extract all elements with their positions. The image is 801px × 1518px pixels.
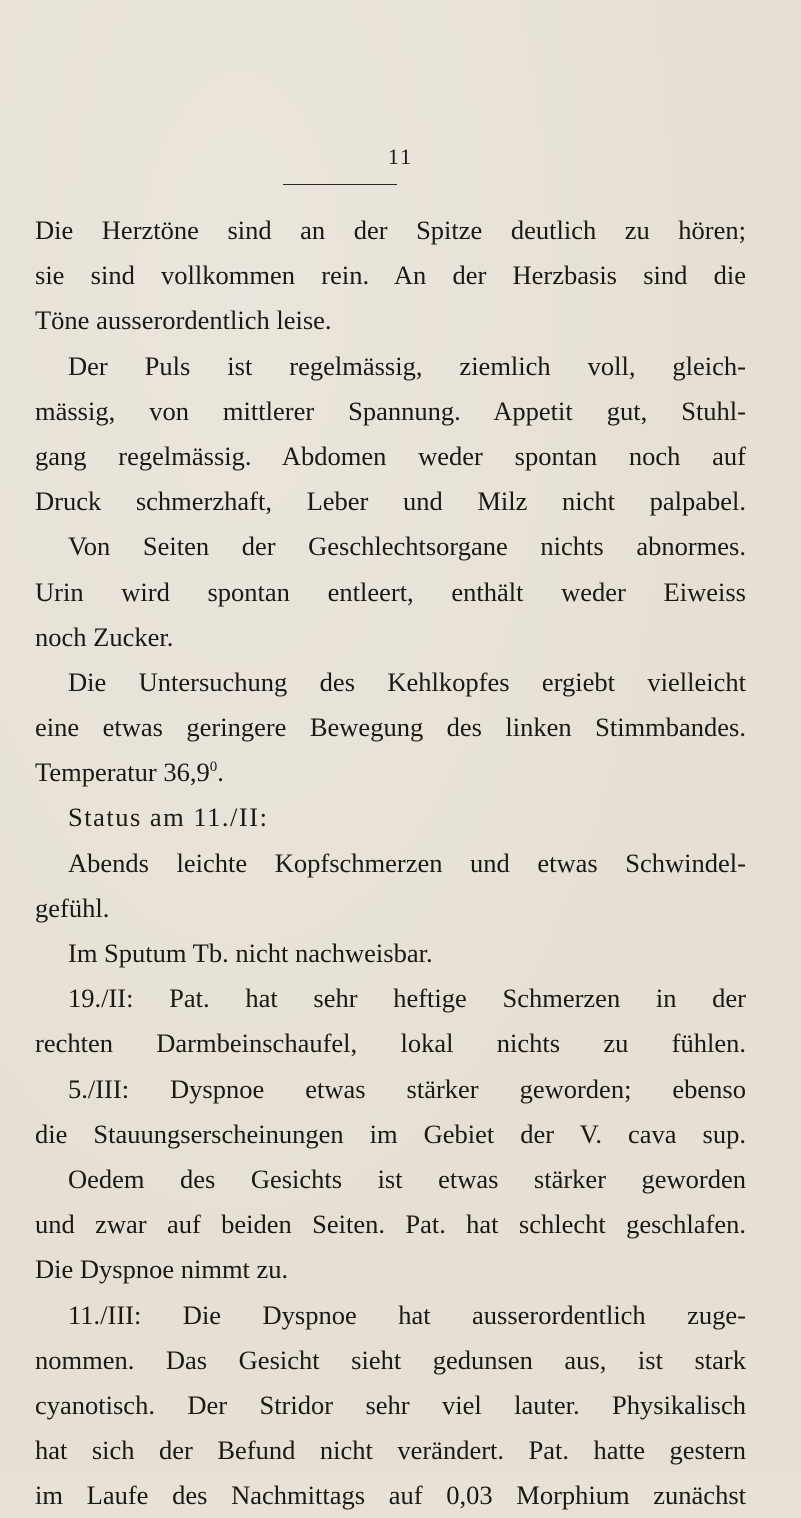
text-line: 19./II: Pat. hat sehr heftige Schmerzen in der bbox=[68, 983, 746, 1014]
text-line: eine etwas geringere Bewegung des linken Stimmbandes. bbox=[35, 712, 746, 743]
header-rule bbox=[283, 184, 397, 185]
text-line: gang regelmässig. Abdomen weder spontan noch auf bbox=[35, 440, 746, 471]
text-line: noch Zucker. bbox=[35, 621, 174, 652]
text-line: die Stauungserscheinungen im Gebiet der V. cava sup. bbox=[35, 1118, 746, 1149]
page-number: 11 bbox=[387, 144, 414, 169]
degree-superscript: 0 bbox=[209, 759, 218, 776]
temperature-period: . bbox=[217, 757, 224, 788]
text-line: Druck schmerzhaft, Leber und Milz nicht palpabel. bbox=[35, 486, 746, 517]
text-line: Der Puls ist regelmässig, ziemlich voll, gleich- bbox=[68, 350, 746, 381]
text-line: sie sind vollkommen rein. An der Herzbasis sind die bbox=[35, 260, 746, 291]
status-heading: Status am 11./II: bbox=[68, 802, 269, 833]
text-line: nommen. Das Gesicht sieht gedunsen aus, ist stark bbox=[35, 1344, 746, 1375]
text-line: und zwar auf beiden Seiten. Pat. hat schlecht geschlafen. bbox=[35, 1209, 746, 1240]
text-line: Abends leichte Kopfschmerzen und etwas Schwindel- bbox=[68, 847, 746, 878]
text-line: Die Dyspnoe nimmt zu. bbox=[35, 1254, 289, 1285]
text-line: hat sich der Befund nicht verändert. Pat. hatte gestern bbox=[35, 1435, 746, 1466]
text-line: Urin wird spontan entleert, enthält weder Eiweiss bbox=[35, 576, 746, 607]
body-text bbox=[35, 208, 746, 1518]
text-line: Töne ausserordentlich leise. bbox=[35, 305, 332, 336]
text-line: 11./III: Die Dyspnoe hat ausserordentlich zuge- bbox=[68, 1299, 746, 1330]
text-line: Von Seiten der Geschlechtsorgane nichts abnormes. bbox=[68, 531, 746, 562]
text-line: 5./III: Dyspnoe etwas stärker geworden; ebenso bbox=[68, 1073, 746, 1104]
text-line: Im Sputum Tb. nicht nachweisbar. bbox=[68, 938, 433, 968]
text-line: cyanotisch. Der Stridor sehr viel lauter. Physikalisch bbox=[35, 1389, 746, 1420]
text-line: Die Herztöne sind an der Spitze deutlich zu hören; bbox=[35, 215, 746, 245]
temperature-text: Temperatur 36,9 bbox=[35, 757, 210, 788]
text-line: gefühl. bbox=[35, 892, 110, 923]
text-line: im Laufe des Nachmittags auf 0,03 Morphium zunächst bbox=[35, 1480, 746, 1511]
text-line: Die Untersuchung des Kehlkopfes ergiebt vielleicht bbox=[68, 666, 746, 697]
text-line: Oedem des Gesichts ist etwas stärker geworden bbox=[68, 1163, 746, 1194]
temperature-line bbox=[35, 750, 746, 795]
text-line: rechten Darmbeinschaufel, lokal nichts zu fühlen. bbox=[35, 1028, 746, 1059]
text-line: mässig, von mittlerer Spannung. Appetit gut, Stuhl- bbox=[35, 395, 746, 426]
